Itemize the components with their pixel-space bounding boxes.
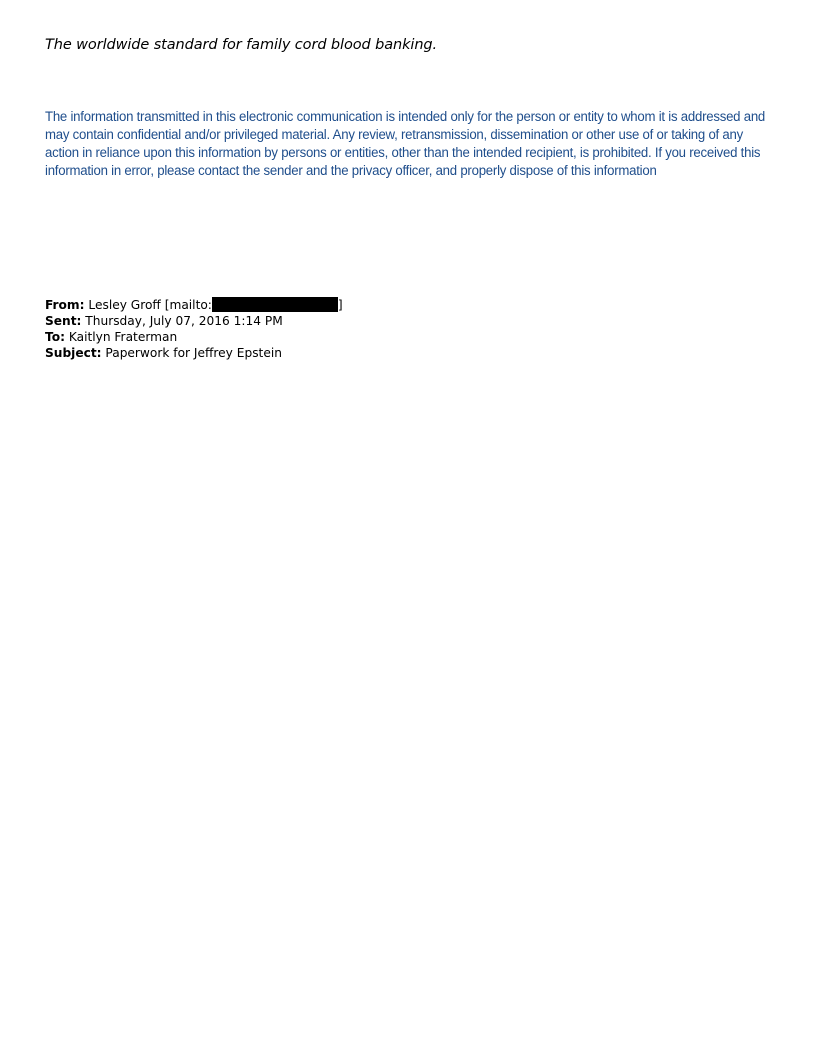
from-line bbox=[45, 297, 343, 313]
from-name: Lesley Groff [mailto: bbox=[88, 298, 212, 312]
redaction-block bbox=[212, 297, 338, 312]
subject-value: Paperwork for Jeffrey Epstein bbox=[105, 346, 282, 360]
tagline: The worldwide standard for family cord blood banking. bbox=[45, 37, 438, 53]
to-line bbox=[45, 329, 343, 345]
subject-line bbox=[45, 345, 343, 361]
confidentiality-disclaimer: The information transmitted in this electronic communication is intended only for the person or entity to whom it is addressed and may contain confidential and/or privileged material. Any review, retransmission, dissemination or other use of or taking of any action in reliance upon this information by persons or entities, other than the intended recipient, is prohibited. If you received this information in error, please contact the sender and the privacy officer, and properly dispose of this information bbox=[45, 109, 766, 179]
to-value: Kaitlyn Fraterman bbox=[68, 330, 178, 344]
from-close-bracket: ] bbox=[337, 298, 343, 312]
to-label: To: bbox=[45, 330, 65, 344]
sent-value: Thursday, July 07, 2016 1:14 PM bbox=[85, 314, 283, 328]
sent-line bbox=[45, 313, 343, 329]
sent-label: Sent: bbox=[45, 314, 82, 328]
from-label: From: bbox=[45, 298, 85, 312]
email-header bbox=[45, 297, 343, 361]
subject-label: Subject: bbox=[45, 346, 102, 360]
